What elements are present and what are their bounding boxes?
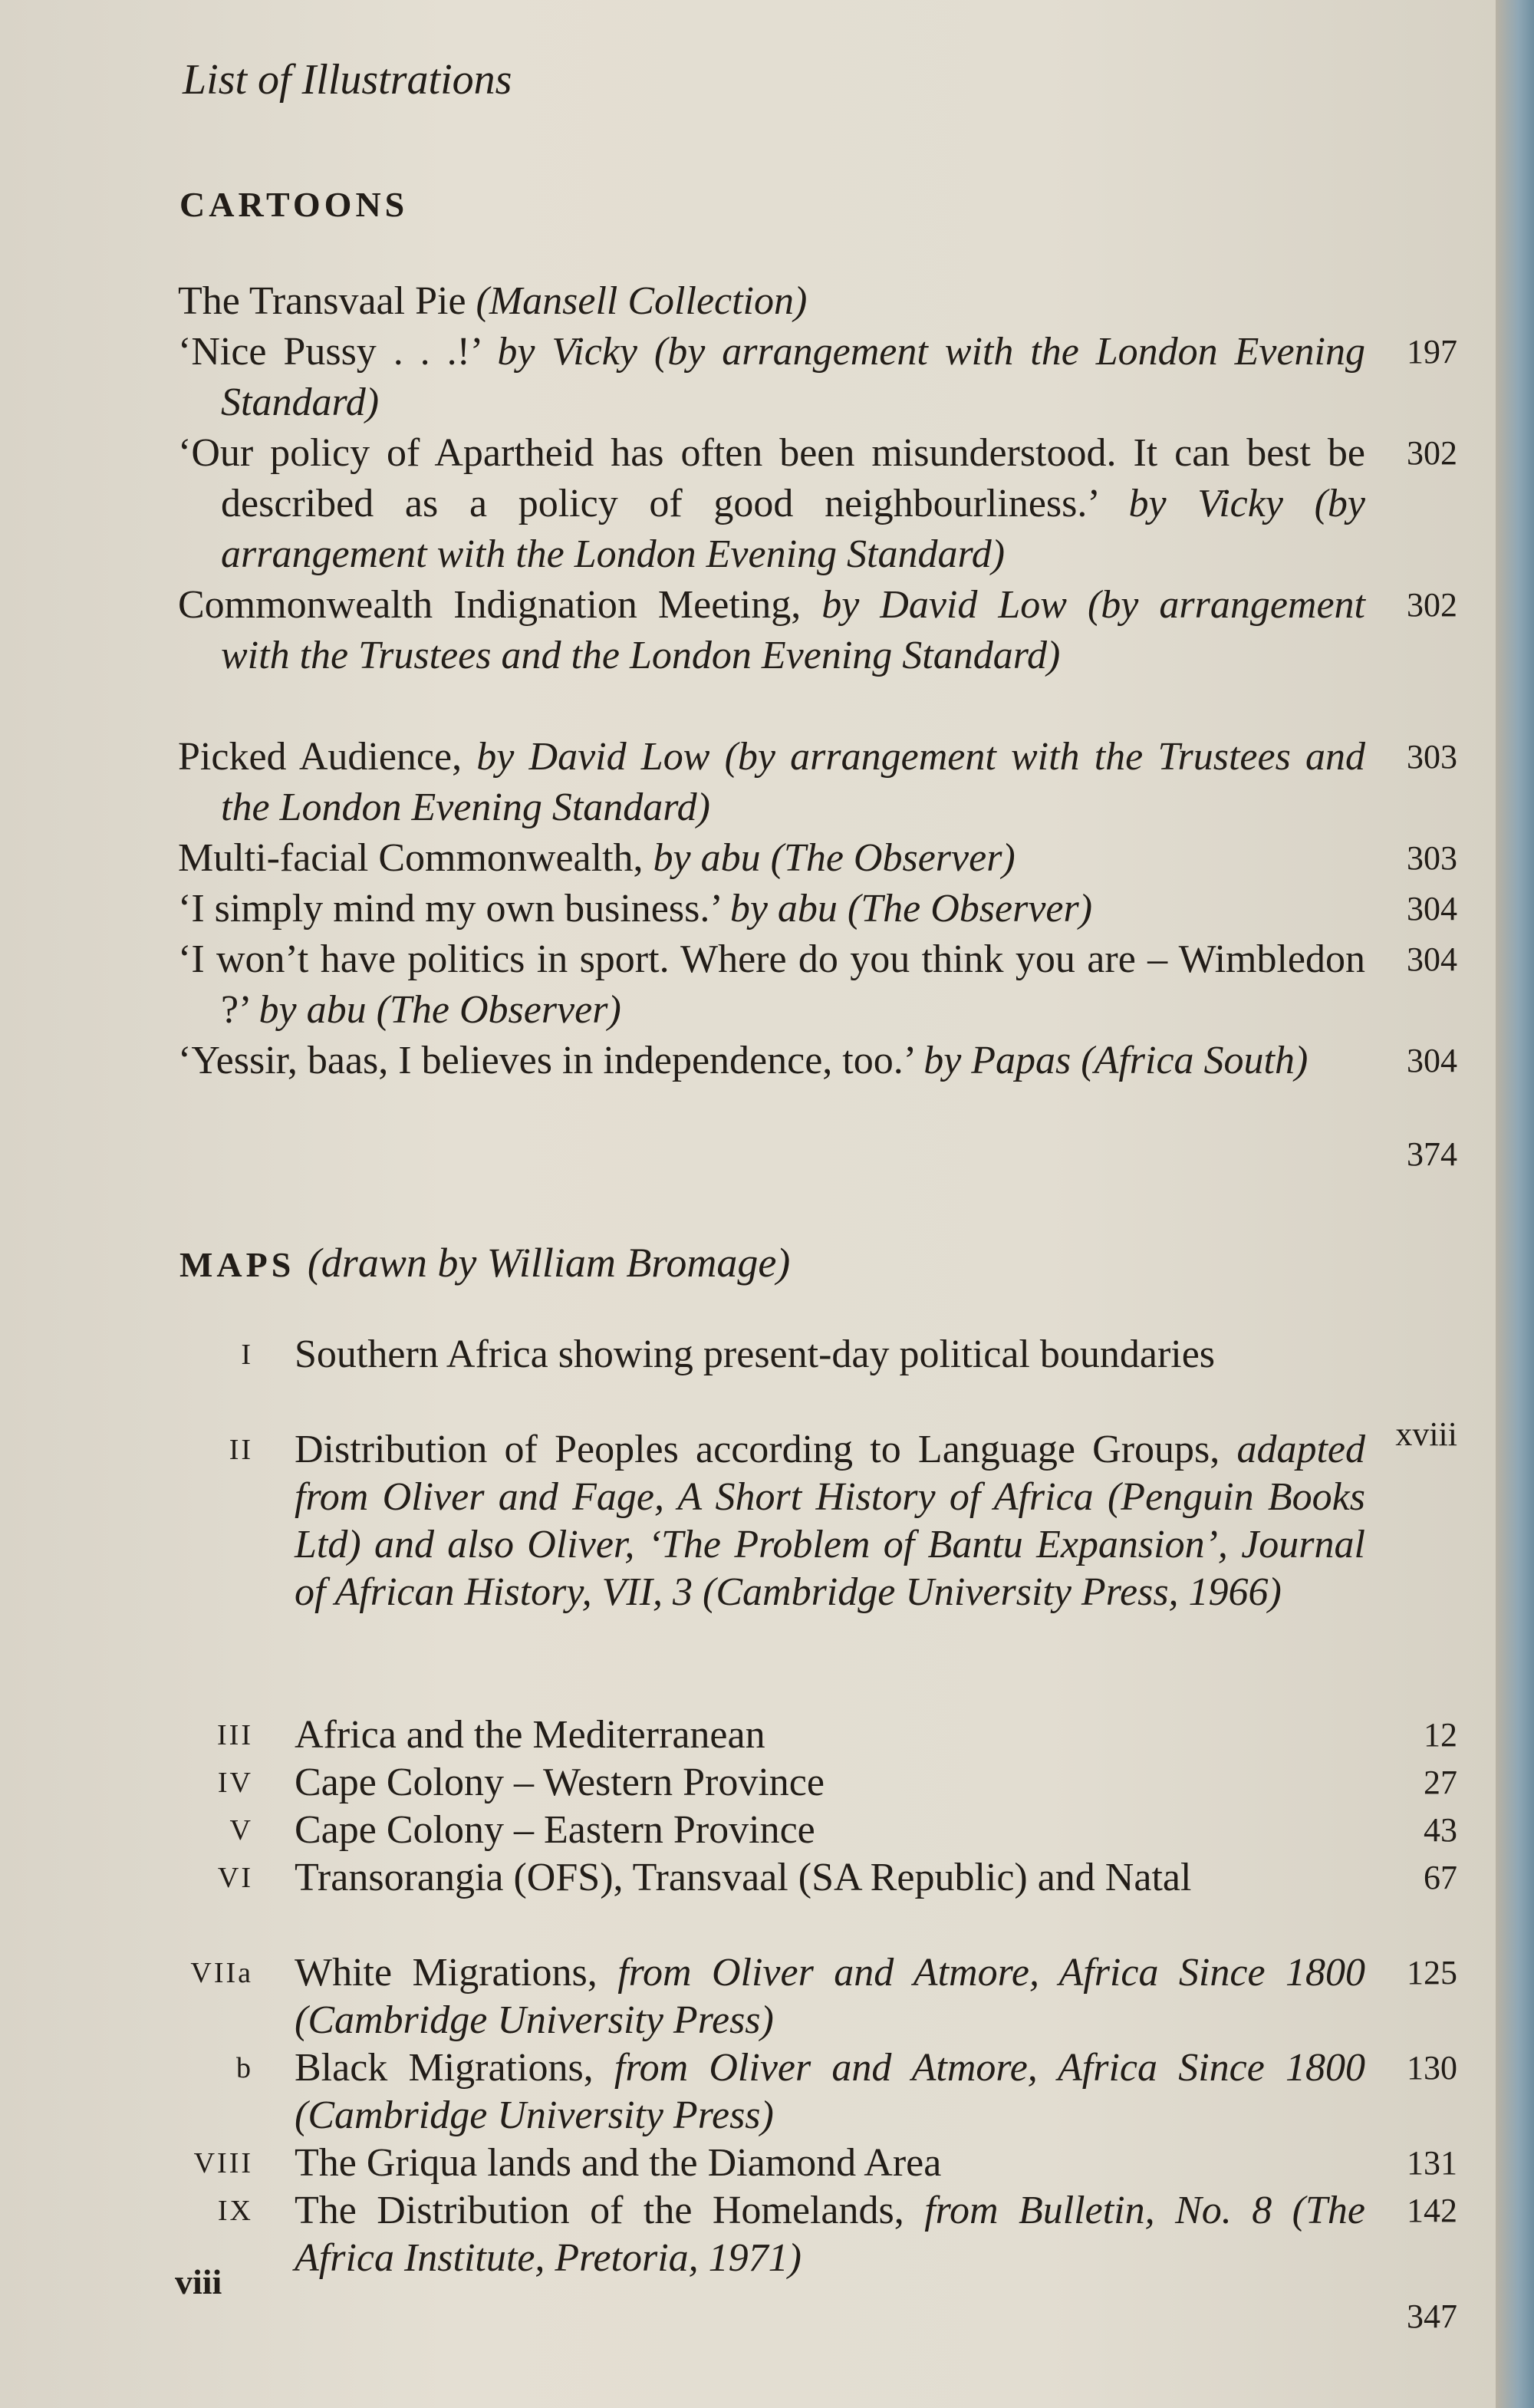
map-entry <box>0 2140 1496 2187</box>
maps-heading <box>179 1239 790 1286</box>
page-number: 347 <box>1407 2298 1457 2335</box>
map-number: III <box>217 1719 253 1751</box>
map-entry <box>0 1415 1496 1711</box>
cartoon-title: Picked Audience, <box>178 735 477 779</box>
map-title: Black Migrations, <box>295 2046 614 2090</box>
map-source: adapted from Oliver and Fage, A Short History of Africa (Penguin Books Ltd) and also Oliver, ‘The Problem of Bantu Expansion’, Journal of African History, VII, 3 (Cambridge University Press, 1966) <box>295 1428 1365 1614</box>
cartoon-title: ‘Nice Pussy . . .!’ <box>178 330 498 374</box>
page-number: 130 <box>1407 2049 1457 2087</box>
maps-heading-credit: (drawn by William Bromage) <box>307 1240 791 1286</box>
map-entry <box>0 1759 1496 1807</box>
map-entry <box>0 1949 1496 2044</box>
cartoon-title: ‘Our policy of Apartheid has often been misunderstood. It can best be described as a policy of good neighbourliness.’ <box>178 431 1365 525</box>
cartoon-entry <box>0 732 1496 833</box>
cartoon-entry <box>0 327 1496 428</box>
cartoon-credit: by David Low (by arrangement with the Trustees and the London Evening Standard) <box>221 583 1366 677</box>
maps-list <box>0 1331 1496 2335</box>
page-number: 142 <box>1407 2192 1457 2229</box>
map-number: b <box>236 2052 253 2084</box>
map-number: V <box>229 1814 253 1846</box>
page-number: 131 <box>1407 2144 1457 2182</box>
map-number: IV <box>217 1767 253 1799</box>
map-entry <box>0 1331 1496 1426</box>
page-number: 27 <box>1424 1764 1457 1801</box>
page-number: 302 <box>1407 434 1457 472</box>
map-entry <box>0 1807 1496 1854</box>
map-title: The Distribution of the Homelands, <box>295 2189 925 2232</box>
cartoon-credit: by Vicky (by arrangement with the London Evening Standard) <box>221 330 1365 424</box>
page-number: 304 <box>1407 890 1457 927</box>
map-title: Africa and the Mediterranean <box>295 1713 765 1757</box>
cartoons-trailing-entry <box>0 1137 1496 1183</box>
cartoon-credit: by Vicky (by arrangement with the London Evening Standard) <box>221 482 1365 576</box>
map-title: The Griqua lands and the Diamond Area <box>295 2141 942 2185</box>
map-source: from Oliver and Atmore, Africa Since 1800 (Cambridge University Press) <box>295 1951 1365 2042</box>
page-number: 303 <box>1407 738 1457 776</box>
map-source: from Bulletin, No. 8 (The Africa Institute, Pretoria, 1971) <box>295 2189 1365 2280</box>
cartoon-title: ‘I simply mind my own business.’ <box>178 887 730 931</box>
map-entry <box>0 1711 1496 1759</box>
cartoon-entry <box>0 833 1496 884</box>
map-title: Cape Colony – Eastern Province <box>295 1808 815 1852</box>
map-number: VI <box>217 1862 253 1894</box>
page-edge <box>1496 0 1534 2408</box>
cartoon-credit: by abu (The Observer) <box>729 887 1093 931</box>
cartoon-credit: by abu (The Observer) <box>258 988 621 1032</box>
cartoon-title: Commonwealth Indignation Meeting, <box>178 583 822 627</box>
page-number: 303 <box>1407 839 1457 877</box>
cartoons-heading: CARTOONS <box>179 185 409 224</box>
page-number: 304 <box>1407 940 1457 978</box>
cartoon-entry <box>0 428 1496 580</box>
cartoon-title: ‘Yessir, baas, I believes in independence, too.’ <box>178 1039 924 1082</box>
map-source: from Oliver and Atmore, Africa Since 1800 (Cambridge University Press) <box>295 2046 1365 2137</box>
cartoon-entry <box>0 1036 1496 1137</box>
map-title: Transorangia (OFS), Transvaal (SA Republic) and Natal <box>295 1856 1192 1899</box>
page-number: 125 <box>1407 1954 1457 1991</box>
cartoon-title: Multi-facial Commonwealth, <box>178 836 653 880</box>
cartoon-credit: by David Low (by arrangement with the Trustees and the London Evening Standard) <box>221 735 1365 829</box>
map-number: VIII <box>193 2147 253 2179</box>
map-title: Southern Africa showing present-day political boundaries <box>295 1332 1216 1376</box>
maps-trailing-entry <box>0 2282 1496 2335</box>
map-title: White Migrations, <box>295 1951 618 1995</box>
map-entry <box>0 2044 1496 2140</box>
cartoon-entry <box>0 276 1496 327</box>
page-number: 67 <box>1424 1859 1457 1896</box>
page-number: 374 <box>1407 1135 1457 1173</box>
page-number: xviii <box>1395 1415 1457 1453</box>
cartoon-credit: (Mansell Collection) <box>476 279 808 323</box>
cartoon-entry <box>0 580 1496 732</box>
map-number: IX <box>217 2195 253 2227</box>
page-number: 12 <box>1424 1716 1457 1754</box>
cartoons-list <box>0 276 1496 1183</box>
cartoon-credit: by abu (The Observer) <box>653 836 1016 880</box>
page-folio: viii <box>175 2262 222 2301</box>
page-number: 302 <box>1407 586 1457 624</box>
cartoon-entry <box>0 934 1496 1036</box>
cartoon-entry <box>0 884 1496 934</box>
cartoon-title: ‘I won’t have politics in sport. Where do you think you are – Wimbledon ?’ <box>178 937 1365 1032</box>
page-number: 43 <box>1424 1811 1457 1849</box>
cartoon-title: The Transvaal Pie <box>178 279 476 323</box>
map-number: VIIa <box>190 1957 253 1989</box>
cartoon-credit: by Papas (Africa South) <box>923 1039 1309 1082</box>
map-title: Distribution of Peoples according to Language Groups, <box>295 1428 1237 1471</box>
page-number: 304 <box>1407 1042 1457 1079</box>
page-number: 197 <box>1407 333 1457 371</box>
map-entry <box>0 1854 1496 1949</box>
map-title: Cape Colony – Western Province <box>295 1761 825 1804</box>
running-head: List of Illustrations <box>183 56 512 104</box>
map-entry <box>0 2187 1496 2282</box>
map-number: I <box>241 1339 253 1371</box>
maps-heading-label: MAPS <box>179 1245 295 1284</box>
map-number: II <box>229 1434 253 1466</box>
